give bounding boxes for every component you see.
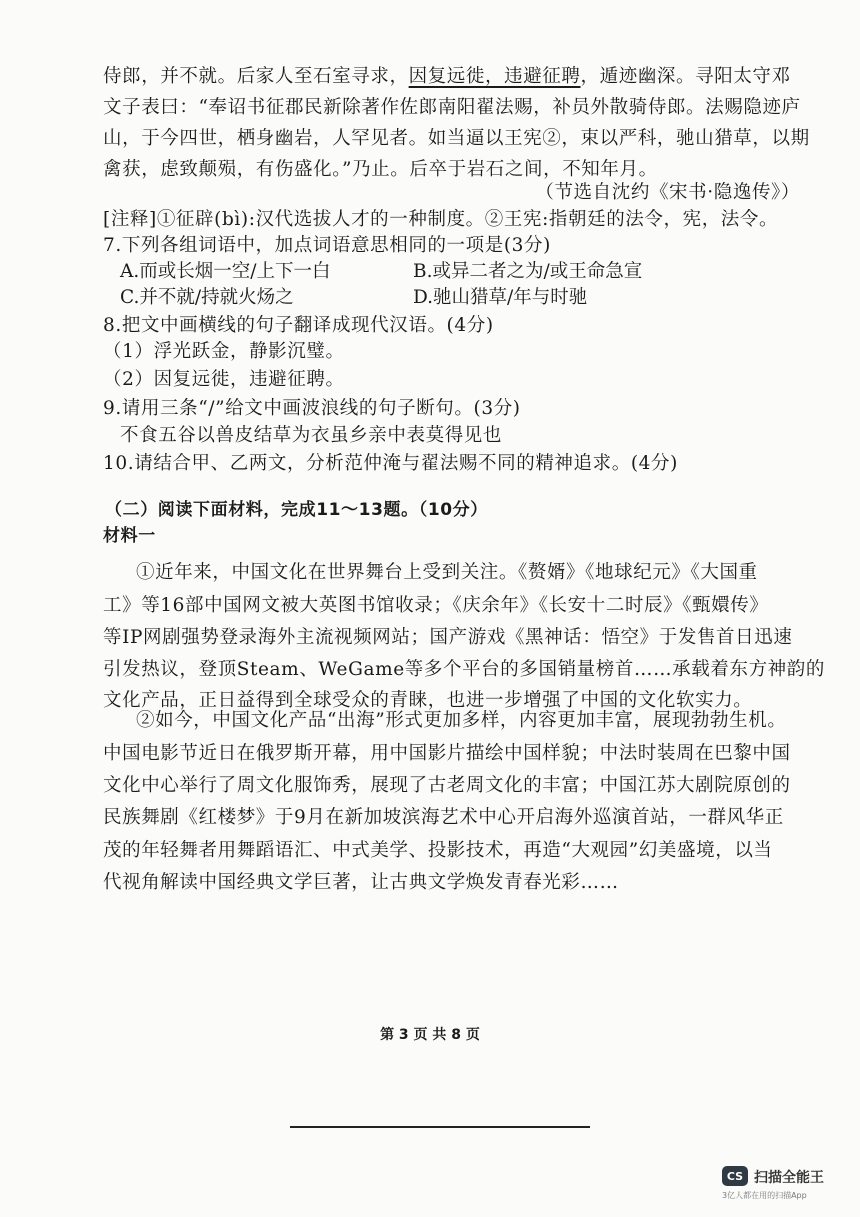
passage-line-4: 禽获，虑致颠殒，有伤盛化。”乃止。后卒于岩石之间，不知年月。 — [103, 159, 658, 180]
material-p1-line-4: 引发热议，登顶Steam、WeGame等多个平台的多国销量榜首……承载着东方神韵的 — [103, 659, 825, 680]
material-p2-line-2: 中国电影节近日在俄罗斯开幕，用中国影片描绘中国样貌；中法时装周在巴黎中国 — [103, 743, 791, 764]
camscanner-logo-icon: CS — [722, 1166, 748, 1186]
material-p2-line-3: 文化中心举行了周文化服饰秀，展现了古老周文化的丰富；中国江苏大剧院原创的 — [103, 775, 791, 796]
material-p2-line-1: ②如今，中国文化产品“出海”形式更加多样，内容更加丰富，展现勃勃生机。 — [136, 710, 787, 731]
watermark-app-name: 扫描全能王 — [754, 1170, 824, 1186]
material-1-label: 材料一 — [103, 526, 156, 546]
q7-option-a: A.而或长烟一空/上下一白 — [120, 261, 331, 282]
section-heading: （二）阅读下面材料，完成11～13题。（10分） — [105, 500, 488, 520]
passage-source: （节选自沈约《宋书·隐逸传》） — [535, 182, 800, 203]
underlined-sentence: 因复远徙，违避征聘 — [408, 66, 581, 87]
q7-option-b: B.或异二者之为/或王命急宣 — [413, 261, 643, 282]
material-p1-line-1: ①近年来，中国文化在世界舞台上受到关注。《赘婿》《地球纪元》《大国重 — [136, 562, 758, 583]
scanner-watermark — [722, 1166, 842, 1206]
passage-text: 侍郎，并不就。后家人至石室寻求， — [103, 66, 409, 87]
passage-text: ，遁迹幽深。寻阳太守邓 — [580, 66, 791, 87]
passage-line-3: 山，于今四世，栖身幽岩，人罕见者。如当逼以王宪②，束以严科，驰山猎草，以期 — [103, 128, 810, 149]
material-p1-line-2: 工》等16部中国网文被大英图书馆收录；《庆余年》《长安十二时辰》《甄嬛传》 — [103, 595, 769, 616]
passage-line-2: 文子表曰：“奉诏书征郡民新除著作佐郎南阳翟法赐，补员外散骑侍郎。法赐隐迹庐 — [103, 97, 801, 118]
material-p2-line-6: 代视角解读中国经典文学巨著，让古典文学焕发青春光彩…… — [103, 872, 619, 893]
q7-option-c: C.并不就/持就火炀之 — [120, 287, 294, 308]
material-p2-line-5: 茂的年轻舞者用舞蹈语汇、中式美学、投影技术，再造“大观园”幻美盛境，以当 — [103, 840, 773, 861]
passage-line-1 — [103, 62, 791, 92]
annotation-notes: [注释]①征辟(bì):汉代选拔人才的一种制度。②王宪:指朝廷的法令，宪，法令。 — [103, 209, 779, 230]
material-p1-line-5: 文化产品，正日益得到全球受众的青睐，也进一步增强了中国的文化软实力。 — [103, 690, 753, 711]
question-10-stem: 10.请结合甲、乙两文，分析范仲淹与翟法赐不同的精神追求。(4分) — [103, 453, 678, 474]
material-p1-line-3: 等IP网剧强势登录海外主流视频网站；国产游戏《黑神话：悟空》于发售首日迅速 — [103, 627, 793, 648]
watermark-tagline: 3亿人都在用的扫描App — [722, 1191, 807, 1200]
page-number: 第 3 页 共 8 页 — [380, 1027, 480, 1043]
material-p2-line-4: 民族舞剧《红楼梦》于9月在新加坡滨海艺术中心开启海外巡演首站，一群风华正 — [103, 807, 784, 828]
q7-option-d: D.驰山猎草/年与时驰 — [413, 287, 588, 308]
question-7-stem: 7.下列各组词语中，加点词语意思相同的一项是(3分) — [103, 235, 551, 256]
q9-sentence: 不食五谷以兽皮结草为衣虽乡亲中表莫得见也 — [120, 425, 503, 446]
question-9-stem: 9.请用三条“/”给文中画波浪线的句子断句。(3分) — [103, 398, 521, 419]
q8-sentence-1: （1）浮光跃金，静影沉璧。 — [103, 341, 345, 362]
q8-sentence-2: （2）因复远徙，违避征聘。 — [103, 369, 345, 390]
question-8-stem: 8.把文中画横线的句子翻译成现代汉语。(4分) — [103, 315, 494, 336]
footer-divider — [290, 1126, 590, 1128]
